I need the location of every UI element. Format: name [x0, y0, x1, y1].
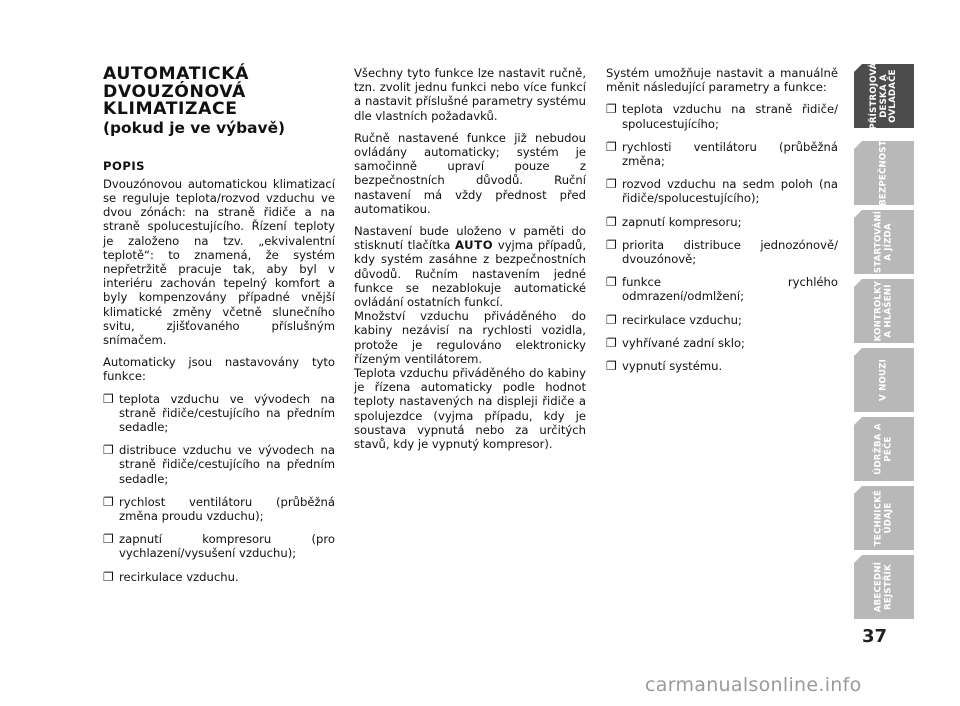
air-quantity-paragraph: Množství vzduchu přiváděného do kabiny nezávisí na rychlosti vozidla, protože je regulováno elektronicky řízeným ventilátorem.: [354, 309, 586, 366]
checkbox-bullet-icon: ❐: [606, 335, 617, 350]
tab-label: STARTOVÁNÍ A JÍZDA: [873, 210, 893, 274]
list-item-text: teplota vzduchu ve vývodech na straně řidiče/cestujícího na předním sedadle;: [119, 391, 335, 434]
checkbox-bullet-icon: ❐: [606, 102, 617, 117]
list-item: [606, 336, 838, 350]
tab-label: BEZPEČNOST: [878, 140, 889, 206]
checkbox-bullet-icon: ❐: [103, 443, 114, 458]
list-item: [606, 275, 838, 303]
column-1: [103, 66, 335, 593]
checkbox-bullet-icon: ❐: [103, 569, 114, 584]
list-item: [606, 238, 838, 266]
tab-label: ABECEDNÍ REJSTŘÍK: [873, 561, 893, 613]
checkbox-bullet-icon: ❐: [606, 237, 617, 252]
checkbox-bullet-icon: ❐: [103, 532, 114, 547]
column-2: [354, 66, 586, 459]
tab-pristrojova-deska[interactable]: [854, 64, 914, 128]
section-subtitle: (pokud je ve výbavě): [103, 118, 286, 137]
tab-kontrolky[interactable]: [854, 279, 914, 343]
memory-text-start: Nastavení bude uloženo v paměti do stisknutí tlačítka: [354, 224, 586, 253]
list-item: [103, 495, 335, 523]
list-item-text: vypnutí systému.: [622, 359, 723, 374]
manual-priority-paragraph: Ručně nastavené funkce již nebudou ovládány automaticky; systém je samočinně upraví pouze z bezpečnostních důvodů. Ruční nastavení má vždy přednost před automatikou.: [354, 130, 586, 216]
page-number: 37: [862, 626, 888, 647]
tab-udrzba[interactable]: [854, 417, 914, 481]
checkbox-bullet-icon: ❐: [606, 177, 617, 192]
tab-label: KONTROLKY A HLÁŠENÍ: [873, 280, 893, 342]
list-item-text: funkce rychlého odmrazení/odmlžení;: [622, 275, 838, 304]
checkbox-bullet-icon: ❐: [103, 494, 114, 509]
list-item-text: recirkulace vzduchu.: [119, 569, 239, 584]
tab-v-nouzi[interactable]: [854, 348, 914, 412]
list-item-text: distribuce vzduchu ve vývodech na straně řidiče/cestujícího na předním sedadle;: [119, 443, 335, 486]
checkbox-bullet-icon: ❐: [606, 214, 617, 229]
list-item-text: teplota vzduchu na straně řidiče/ spolucestujícího;: [622, 102, 838, 131]
air-temperature-paragraph: Teplota vzduchu přiváděného do kabiny je řízena automaticky podle hodnot teploty nastavených na displeji řidiče a spolujezdce (vyjma případu, kdy je soustava vypnutá nebo za určitých stavů, kdy je vypnutý kompresor).: [354, 366, 586, 452]
tab-startovani[interactable]: [854, 210, 914, 274]
tab-bezpecnost[interactable]: [854, 141, 914, 205]
list-item: [606, 313, 838, 327]
tab-technicke-udaje[interactable]: [854, 486, 914, 550]
manual-functions-list: [606, 102, 838, 373]
watermark: carmanualsonline.info: [645, 674, 862, 696]
list-item-text: zapnutí kompresoru (pro vychlazení/vysušení vzduchu);: [119, 532, 335, 561]
section-title-line-1: AUTOMATICKÁ: [103, 64, 250, 84]
tab-abecedni-rejstrik[interactable]: [854, 555, 914, 619]
list-item: [606, 102, 838, 130]
tab-label: ÚDRŽBA A PÉČE: [873, 423, 893, 475]
list-item-text: zapnutí kompresoru;: [622, 214, 742, 229]
auto-functions-list: [103, 392, 335, 584]
list-item: [103, 392, 335, 435]
list-item: [103, 532, 335, 560]
auto-functions-intro: Automaticky jsou nastavovány tyto funkce:: [103, 355, 335, 384]
checkbox-bullet-icon: ❐: [606, 139, 617, 154]
tab-label: V NOUZI: [878, 359, 889, 401]
list-item-text: rychlosti ventilátoru (průběžná změna;: [622, 139, 838, 169]
checkbox-bullet-icon: ❐: [606, 312, 617, 327]
list-item: [606, 359, 838, 373]
auto-keyword: AUTO: [454, 238, 494, 253]
tab-label: PŘÍSTROJOVÁ DESKA A OVLADAČE: [868, 62, 898, 130]
checkbox-bullet-icon: ❐: [606, 275, 617, 290]
list-item: [103, 570, 335, 584]
list-item: [606, 215, 838, 229]
list-item-text: priorita distribuce jednozónově/ dvouzónově;: [622, 237, 838, 267]
list-item-text: rozvod vzduchu na sedm poloh (na řidiče/spolucestujícího);: [622, 177, 838, 206]
checkbox-bullet-icon: ❐: [103, 391, 114, 406]
list-item: [606, 140, 838, 168]
checkbox-bullet-icon: ❐: [606, 359, 617, 374]
section-title-line-2: DVOUZÓNOVÁ: [103, 81, 246, 102]
list-item-text: recirkulace vzduchu;: [622, 312, 742, 327]
manual-settings-paragraph: Všechny tyto funkce lze nastavit ručně, tzn. zvolit jednu funkci nebo více funkcí a nastavit příslušné parametry systému dle vlastních požadavků.: [354, 66, 586, 123]
memory-text-end: vyjma případů, kdy systém zasáhne z bezpečnostních důvodů. Ručním nastavením jedné funkce se nezablokuje automatické ovládání ostatních funkcí.: [354, 238, 587, 310]
column-3: [606, 66, 838, 382]
list-item-text: vyhřívané zadní sklo;: [622, 335, 745, 350]
section-title-line-3: KLIMATIZACE: [103, 99, 238, 119]
list-item: [103, 443, 335, 486]
list-item-text: rychlost ventilátoru (průběžná změna proudu vzduchu);: [119, 494, 335, 523]
list-item: [606, 177, 838, 205]
memory-paragraph: [354, 224, 586, 309]
tab-label: TECHNICKÉ ÚDAJE: [873, 489, 893, 547]
subsection-heading: POPIS: [103, 158, 146, 173]
description-paragraph: Dvouzónovou automatickou klimatizací se reguluje teplota/rozvod vzduchu ve dvou zónách: na straně řidiče a na straně spolucestujícího. Řízení teploty je založeno na tzv. „ekvivalentní teplotě“: to znamená, že systém nepřetržitě pracuje tak, aby byl v interiéru zachován tepelný komfort a byly kompenzovány případné vnější klimatické změny včetně slunečního svitu, zjišťovaného příslušným snímačem.: [103, 176, 335, 347]
manual-functions-intro: Systém umožňuje nastavit a manuálně měnit následující parametry a funkce:: [606, 66, 838, 95]
